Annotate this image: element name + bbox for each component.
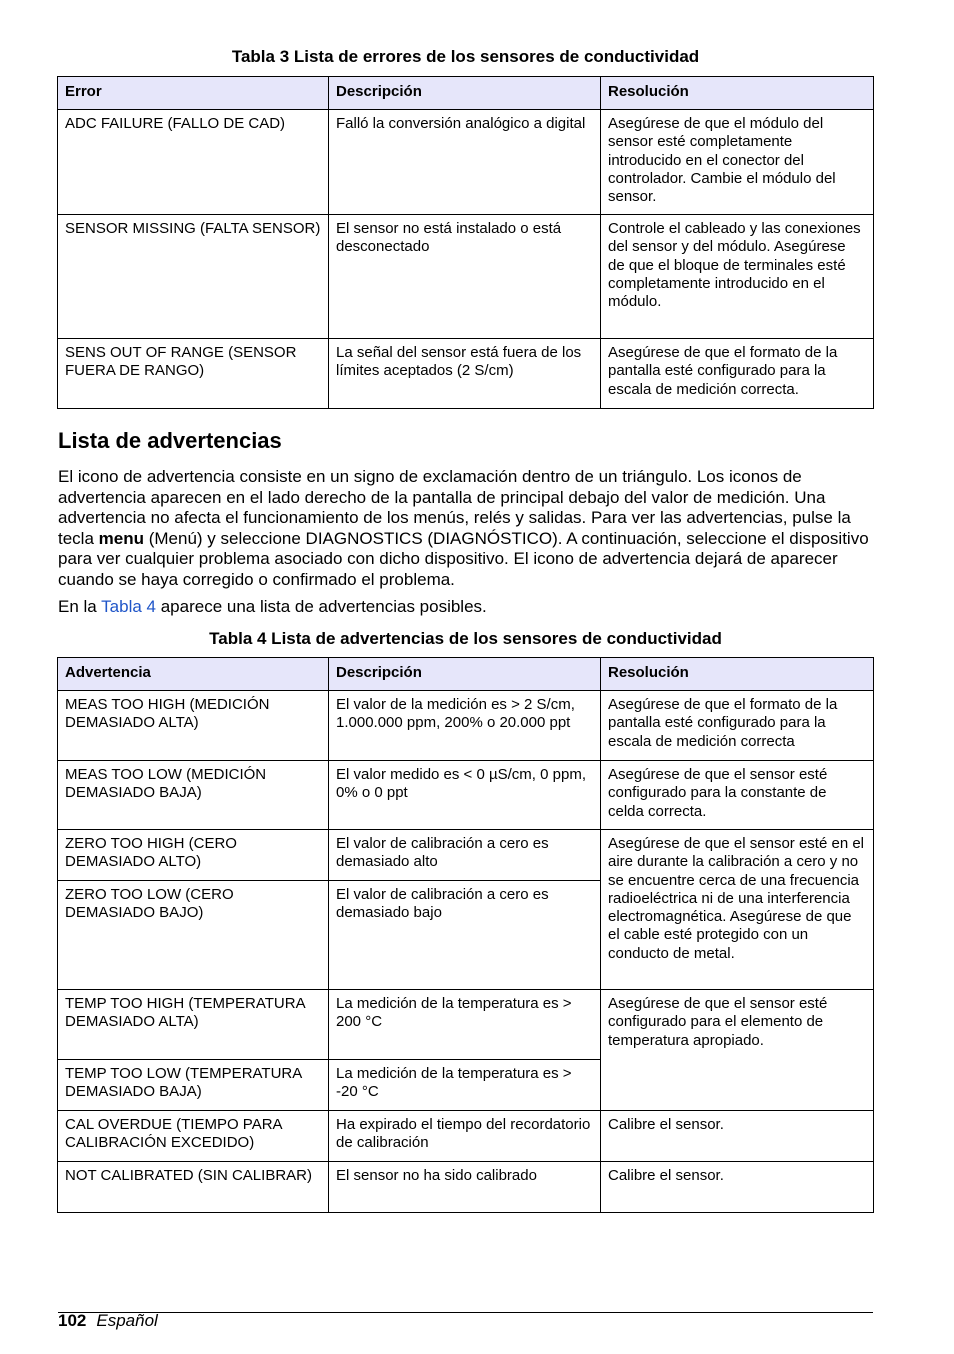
table3 <box>57 76 874 409</box>
table-cell: SENS OUT OF RANGE (SENSOR FUERA DE RANGO) <box>58 339 329 409</box>
table-row <box>58 215 874 339</box>
table-cell: Controle el cableado y las conexiones del sensor y del módulo. Asegúrese de que el bloque de terminales esté completamente introducido en el módulo. <box>601 215 874 339</box>
table-row <box>58 339 874 409</box>
table-cell: El sensor no ha sido calibrado <box>329 1162 601 1213</box>
table-row <box>58 830 874 881</box>
table-cell: Calibre el sensor. <box>601 1162 874 1213</box>
table-cell: El valor medido es < 0 µS/cm, 0 ppm, 0% o 0 ppt <box>329 761 601 830</box>
table4-link[interactable]: Tabla 4 <box>101 597 156 616</box>
paragraph-text: En la <box>58 597 102 616</box>
table-cell: Asegúrese de que el sensor esté configurado para el elemento de temperatura apropiado. <box>601 990 874 1111</box>
table-cell: MEAS TOO LOW (MEDICIÓN DEMASIADO BAJA) <box>58 761 329 830</box>
page-number: 102 <box>58 1311 87 1330</box>
warning-intro-paragraph <box>58 467 873 590</box>
table-cell: La medición de la temperatura es > 200 °C <box>329 990 601 1060</box>
paragraph-text: aparece una lista de advertencias posibles. <box>156 597 487 616</box>
table-cell: NOT CALIBRATED (SIN CALIBRAR) <box>58 1162 329 1213</box>
page-footer <box>58 1311 158 1331</box>
footer-language: Español <box>96 1311 158 1330</box>
table-cell: ZERO TOO HIGH (CERO DEMASIADO ALTO) <box>58 830 329 881</box>
table-cell: TEMP TOO HIGH (TEMPERATURA DEMASIADO ALTA) <box>58 990 329 1060</box>
footer-divider <box>58 1312 873 1313</box>
table-cell: El sensor no está instalado o está desconectado <box>329 215 601 339</box>
table-cell: Asegúrese de que el sensor esté configurado para la constante de celda correcta. <box>601 761 874 830</box>
paragraph-text: El icono de advertencia consiste en un signo de exclamación dentro de un triángulo. Los iconos de advertencia aparecen en el lado derecho de la pantalla de principal debajo del valor de medición. Una advertencia no afecta el funcionamiento de los menús, relés y salidas. Para ver las advertencias, pulse la tecla <box>58 467 851 548</box>
table-cell: Calibre el sensor. <box>601 1111 874 1162</box>
table4-reference-paragraph <box>58 597 873 618</box>
table-row <box>58 110 874 215</box>
table3-header-description: Descripción <box>329 77 601 110</box>
table-cell: El valor de calibración a cero es demasiado bajo <box>329 881 601 990</box>
table-row <box>58 761 874 830</box>
table-cell: La señal del sensor está fuera de los límites aceptados (2 S/cm) <box>329 339 601 409</box>
table4-header-resolution: Resolución <box>601 658 874 691</box>
table-cell: El valor de la medición es > 2 S/cm, 1.000.000 ppm, 200% o 20.000 ppt <box>329 691 601 761</box>
table-cell: MEAS TOO HIGH (MEDICIÓN DEMASIADO ALTA) <box>58 691 329 761</box>
table4-header-warning: Advertencia <box>58 658 329 691</box>
table-cell: Ha expirado el tiempo del recordatorio de calibración <box>329 1111 601 1162</box>
table3-header-error: Error <box>58 77 329 110</box>
table4 <box>57 657 874 1213</box>
table-row <box>58 691 874 761</box>
table4-header-description: Descripción <box>329 658 601 691</box>
table-row <box>58 1111 874 1162</box>
section-heading: Lista de advertencias <box>58 428 282 453</box>
table-row <box>58 990 874 1060</box>
table3-caption: Tabla 3 Lista de errores de los sensores de conductividad <box>231 47 700 66</box>
paragraph-text: (Menú) y seleccione DIAGNOSTICS (DIAGNÓSTICO). A continuación, seleccione el dispositivo para ver cualquier problema asociado con dicho dispositivo. El icono de advertencia dejará de aparecer cuando se haya corregido o confirmado el problema. <box>58 528 869 589</box>
table-cell: El valor de calibración a cero es demasiado alto <box>329 830 601 881</box>
table-cell: ZERO TOO LOW (CERO DEMASIADO BAJO) <box>58 881 329 990</box>
table3-header-resolution: Resolución <box>601 77 874 110</box>
table-cell: ADC FAILURE (FALLO DE CAD) <box>58 110 329 215</box>
menu-key-label: menu <box>98 528 144 548</box>
table-cell: Asegúrese de que el módulo del sensor esté completamente introducido en el conector del controlador. Cambie el módulo del sensor. <box>601 110 874 215</box>
table-cell: Asegúrese de que el sensor esté en el aire durante la calibración a cero y no se encuentre cerca de una frecuencia radioeléctrica ni de una interferencia electromagnética. Asegúrese de que el cable esté protegido con un conducto de metal. <box>601 830 874 990</box>
table-cell: La medición de la temperatura es > -20 °C <box>329 1060 601 1111</box>
table4-caption: Tabla 4 Lista de advertencias de los sensores de conductividad <box>209 629 722 648</box>
table-cell: Asegúrese de que el formato de la pantalla esté configurado para la escala de medición correcta <box>601 691 874 761</box>
table-cell: SENSOR MISSING (FALTA SENSOR) <box>58 215 329 339</box>
table-cell: CAL OVERDUE (TIEMPO PARA CALIBRACIÓN EXCEDIDO) <box>58 1111 329 1162</box>
table-cell: Asegúrese de que el formato de la pantalla esté configurado para la escala de medición correcta. <box>601 339 874 409</box>
table-row <box>58 1162 874 1213</box>
table-cell: Falló la conversión analógico a digital <box>329 110 601 215</box>
table-cell: TEMP TOO LOW (TEMPERATURA DEMASIADO BAJA) <box>58 1060 329 1111</box>
